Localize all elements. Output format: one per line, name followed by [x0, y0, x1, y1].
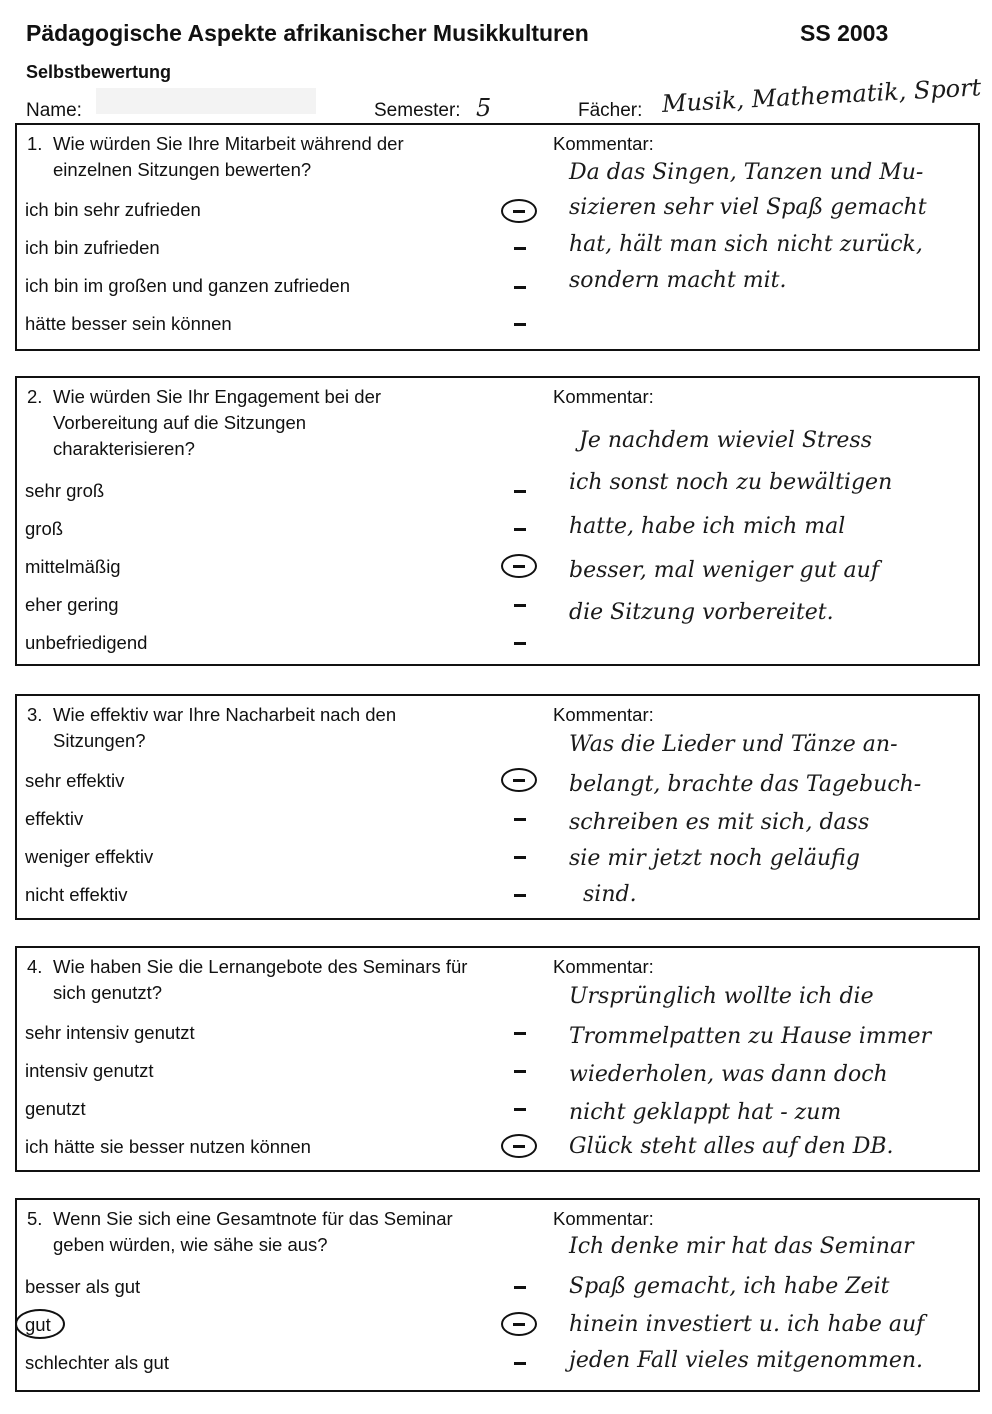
comment-label: Kommentar: — [553, 386, 654, 407]
comment-line: sind. — [583, 882, 637, 907]
question-4-text: 4. Wie haben Sie die Lernangebote des Seminars für sich genutzt? — [27, 956, 468, 1003]
selected-mark-circle — [501, 768, 537, 792]
term-label: SS 2003 — [800, 20, 889, 46]
comment-line: wiederholen, was dann doch — [569, 1062, 888, 1087]
comment-line: Ursprünglich wollte ich die — [569, 984, 874, 1009]
option-5-3[interactable]: schlechter als gut — [25, 1352, 169, 1373]
comment-line: Trommelpatten zu Hause immer — [569, 1024, 932, 1049]
option-5-2[interactable]: gut — [25, 1314, 51, 1335]
comment-line: Spaß gemacht, ich habe Zeit — [569, 1274, 890, 1299]
option-mark — [514, 604, 526, 607]
option-4-3[interactable]: genutzt — [25, 1098, 86, 1119]
option-2-1[interactable]: sehr groß — [25, 480, 105, 501]
comment-line: hatte, habe ich mich mal — [569, 514, 846, 539]
option-circle — [15, 1309, 65, 1339]
option-mark — [514, 1108, 526, 1111]
comment-line: nicht geklappt hat - zum — [569, 1100, 842, 1125]
question-2-box — [15, 376, 980, 666]
option-mark — [514, 818, 526, 821]
option-1-1[interactable]: ich bin sehr zufrieden — [25, 199, 201, 220]
question-5-box — [15, 1198, 980, 1392]
option-mark — [514, 642, 526, 645]
option-1-2[interactable]: ich bin zufrieden — [25, 237, 160, 258]
comment-label: Kommentar: — [553, 704, 654, 725]
comment-line: sondern macht mit. — [569, 268, 787, 293]
comment-line: ich sonst noch zu bewältigen — [569, 470, 893, 495]
comment-line: hat, hält man sich nicht zurück, — [569, 232, 923, 257]
comment-line: hinein investiert u. ich habe auf — [569, 1312, 925, 1337]
option-2-4[interactable]: eher gering — [25, 594, 119, 615]
question-5-text: 5. Wenn Sie sich eine Gesamtnote für das Seminar geben würden, wie sähe sie aus? — [27, 1208, 453, 1255]
subjects-label: Fächer: — [578, 100, 643, 121]
name-field-redacted — [96, 88, 316, 114]
question-1-text: 1. Wie würden Sie Ihre Mitarbeit während der einzelnen Sitzungen bewerten? — [27, 133, 404, 180]
selected-mark-circle — [501, 1134, 537, 1158]
comment-line: Ich denke mir hat das Seminar — [569, 1234, 914, 1259]
option-5-1[interactable]: besser als gut — [25, 1276, 141, 1297]
option-mark — [514, 1362, 526, 1365]
comment-line: die Sitzung vorbereitet. — [569, 600, 834, 625]
option-2-5[interactable]: unbefriedigend — [25, 632, 148, 653]
comment-line: sie mir jetzt noch geläufig — [569, 846, 860, 871]
question-4-box — [15, 946, 980, 1172]
comment-line: Da das Singen, Tanzen und Mu- — [569, 160, 924, 185]
option-4-4[interactable]: ich hätte sie besser nutzen können — [25, 1136, 311, 1157]
subjects-value: Musik, Mathematik, Sport — [661, 73, 982, 118]
option-mark — [514, 1032, 526, 1035]
option-2-2[interactable]: groß — [25, 518, 64, 539]
comment-line: jeden Fall vieles mitgenommen. — [569, 1348, 924, 1373]
selected-mark-circle — [501, 199, 537, 223]
selected-mark-circle — [501, 554, 537, 578]
option-mark — [514, 528, 526, 531]
option-2-3[interactable]: mittelmäßig — [25, 556, 121, 577]
comment-line: besser, mal weniger gut auf — [569, 558, 879, 583]
name-label: Name: — [26, 100, 82, 121]
comment-label: Kommentar: — [553, 133, 654, 154]
question-1-box — [15, 123, 980, 351]
option-4-2[interactable]: intensiv genutzt — [25, 1060, 154, 1081]
option-1-4[interactable]: hätte besser sein können — [25, 313, 232, 334]
option-mark — [514, 247, 526, 250]
option-1-3[interactable]: ich bin im großen und ganzen zufrieden — [25, 275, 350, 296]
comment-line: belangt, brachte das Tagebuch- — [569, 772, 922, 797]
option-mark — [514, 1286, 526, 1289]
comment-line: Was die Lieder und Tänze an- — [569, 732, 898, 757]
option-mark — [514, 894, 526, 897]
comment-line: sizieren sehr viel Spaß gemacht — [569, 195, 927, 220]
selected-mark-circle — [501, 1312, 537, 1336]
question-2-text: 2. Wie würden Sie Ihr Engagement bei der Vorbereitung auf die Sitzungen charakterisieren? — [27, 386, 382, 459]
option-3-1[interactable]: sehr effektiv — [25, 770, 125, 791]
form-subtitle: Selbstbewertung — [26, 62, 172, 82]
option-3-3[interactable]: weniger effektiv — [25, 846, 154, 867]
question-3-box — [15, 694, 980, 920]
comment-line: schreiben es mit sich, dass — [569, 810, 870, 835]
comment-label: Kommentar: — [553, 956, 654, 977]
form-title: Pädagogische Aspekte afrikanischer Musikkulturen — [26, 20, 589, 46]
option-3-4[interactable]: nicht effektiv — [25, 884, 128, 905]
comment-line: Je nachdem wieviel Stress — [579, 428, 872, 453]
semester-value: 5 — [476, 94, 492, 122]
comment-line: Glück steht alles auf den DB. — [569, 1134, 894, 1159]
comment-label: Kommentar: — [553, 1208, 654, 1229]
option-3-2[interactable]: effektiv — [25, 808, 84, 829]
question-3-text: 3. Wie effektiv war Ihre Nacharbeit nach den Sitzungen? — [27, 704, 397, 751]
option-mark — [514, 1070, 526, 1073]
option-mark — [514, 490, 526, 493]
option-mark — [514, 856, 526, 859]
semester-label: Semester: — [374, 100, 461, 121]
option-4-1[interactable]: sehr intensiv genutzt — [25, 1022, 195, 1043]
option-mark — [514, 323, 526, 326]
option-mark — [514, 286, 526, 289]
